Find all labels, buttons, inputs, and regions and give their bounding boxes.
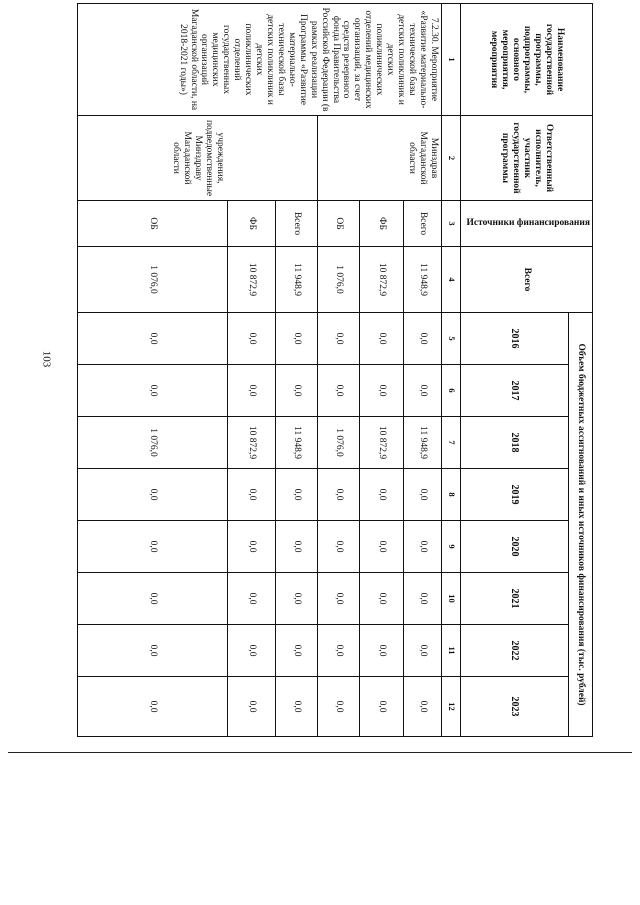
column-number-row bbox=[441, 4, 460, 737]
column-number: 11 bbox=[441, 625, 460, 677]
value-cell: 0,0 bbox=[275, 313, 317, 365]
column-number: 7 bbox=[441, 417, 460, 469]
value-cell: 0,0 bbox=[317, 521, 359, 573]
value-cell: 0,0 bbox=[275, 625, 317, 677]
value-cell: 0,0 bbox=[275, 573, 317, 625]
page-number: 103 bbox=[40, 350, 53, 368]
source-cell: ОБ bbox=[77, 201, 227, 247]
total-cell: 1 076,0 bbox=[77, 247, 227, 313]
header-total: Всего bbox=[460, 247, 592, 313]
value-cell: 0,0 bbox=[403, 573, 441, 625]
header-executor: Ответственный исполнитель, участник государственной программы bbox=[460, 116, 592, 201]
value-cell: 0,0 bbox=[359, 625, 403, 677]
column-number: 5 bbox=[441, 313, 460, 365]
value-cell: 1 076,0 bbox=[77, 417, 227, 469]
column-number: 8 bbox=[441, 469, 460, 521]
value-cell: 0,0 bbox=[227, 521, 275, 573]
year-header: 2021 bbox=[460, 573, 569, 625]
value-cell: 0,0 bbox=[77, 313, 227, 365]
value-cell: 0,0 bbox=[359, 365, 403, 417]
year-header: 2019 bbox=[460, 469, 569, 521]
source-cell: ОБ bbox=[317, 201, 359, 247]
source-cell: ФБ bbox=[227, 201, 275, 247]
value-cell: 0,0 bbox=[227, 677, 275, 737]
value-cell: 0,0 bbox=[403, 469, 441, 521]
table-row bbox=[403, 4, 441, 737]
value-cell: 0,0 bbox=[403, 625, 441, 677]
value-cell: 0,0 bbox=[359, 521, 403, 573]
source-cell: ФБ bbox=[359, 201, 403, 247]
header-source-cell bbox=[460, 201, 592, 247]
header-source: Источники финансирования bbox=[466, 218, 590, 229]
value-cell: 0,0 bbox=[359, 469, 403, 521]
value-cell: 1 076,0 bbox=[317, 417, 359, 469]
value-cell: 0,0 bbox=[403, 313, 441, 365]
value-cell: 0,0 bbox=[317, 677, 359, 737]
column-number: 1 bbox=[441, 4, 460, 116]
value-cell: 0,0 bbox=[317, 573, 359, 625]
source-cell: Всего bbox=[275, 201, 317, 247]
value-cell: 0,0 bbox=[77, 469, 227, 521]
total-cell: 10 872,9 bbox=[359, 247, 403, 313]
measure-name: 7.2.30. Мероприятие «Развитие материально-технической базы детских поликлиник и детских поликлинических отделений медицинских организаций, за счет средств резервного фонда Правительства Российской Федерации (в рамках реализации Программы «Развитие материально-технической базы детских поликлиник и детских поликлинических отделений государственных медицинских организаций Магаданской области, на 2018-2021 годы») bbox=[77, 4, 441, 116]
value-cell: 0,0 bbox=[275, 677, 317, 737]
value-cell: 0,0 bbox=[77, 573, 227, 625]
value-cell: 0,0 bbox=[227, 365, 275, 417]
column-number: 3 bbox=[441, 201, 460, 247]
value-cell: 0,0 bbox=[77, 365, 227, 417]
value-cell: 0,0 bbox=[403, 677, 441, 737]
source-cell: Всего bbox=[403, 201, 441, 247]
value-cell: 10 872,9 bbox=[227, 417, 275, 469]
value-cell: 0,0 bbox=[275, 469, 317, 521]
value-cell: 0,0 bbox=[77, 677, 227, 737]
footer-rule bbox=[8, 752, 632, 753]
value-cell: 0,0 bbox=[317, 469, 359, 521]
value-cell: 0,0 bbox=[403, 521, 441, 573]
value-cell: 0,0 bbox=[275, 365, 317, 417]
total-cell: 11 948,9 bbox=[403, 247, 441, 313]
year-header: 2017 bbox=[460, 365, 569, 417]
year-header: 2020 bbox=[460, 521, 569, 573]
value-cell: 10 872,9 bbox=[359, 417, 403, 469]
executor-cell: учреждения, подведомственные Минздраву Магаданской области bbox=[77, 116, 317, 201]
value-cell: 0,0 bbox=[227, 625, 275, 677]
value-cell: 0,0 bbox=[359, 573, 403, 625]
value-cell: 0,0 bbox=[227, 313, 275, 365]
value-cell: 0,0 bbox=[227, 573, 275, 625]
total-cell: 1 076,0 bbox=[317, 247, 359, 313]
value-cell: 0,0 bbox=[317, 313, 359, 365]
year-header: 2018 bbox=[460, 417, 569, 469]
value-cell: 11 948,9 bbox=[403, 417, 441, 469]
column-number: 2 bbox=[441, 116, 460, 201]
column-number: 9 bbox=[441, 521, 460, 573]
value-cell: 0,0 bbox=[359, 313, 403, 365]
year-header: 2022 bbox=[460, 625, 569, 677]
table-body bbox=[77, 4, 441, 737]
column-number: 4 bbox=[441, 247, 460, 313]
executor-cell: Минздрав Магаданской области bbox=[317, 116, 441, 201]
value-cell: 0,0 bbox=[359, 677, 403, 737]
value-cell: 0,0 bbox=[77, 625, 227, 677]
value-cell: 0,0 bbox=[317, 625, 359, 677]
value-cell: 0,0 bbox=[275, 521, 317, 573]
year-header: 2016 bbox=[460, 313, 569, 365]
header-name: Наименование государственной программы, подпрограммы, основного мероприятия, мероприятия bbox=[460, 4, 592, 116]
header-volume: Объем бюджетных ассигнований и иных источников финансирования (тыс. рублей) bbox=[569, 313, 593, 737]
total-cell: 11 948,9 bbox=[275, 247, 317, 313]
year-header: 2023 bbox=[460, 677, 569, 737]
value-cell: 0,0 bbox=[77, 521, 227, 573]
value-cell: 11 948,9 bbox=[275, 417, 317, 469]
value-cell: 0,0 bbox=[317, 365, 359, 417]
value-cell: 0,0 bbox=[403, 365, 441, 417]
value-cell: 0,0 bbox=[227, 469, 275, 521]
column-number: 6 bbox=[441, 365, 460, 417]
column-number: 10 bbox=[441, 573, 460, 625]
column-number: 12 bbox=[441, 677, 460, 737]
financing-table bbox=[77, 3, 593, 737]
financing-table-wrapper bbox=[73, 3, 593, 736]
total-cell: 10 872,9 bbox=[227, 247, 275, 313]
